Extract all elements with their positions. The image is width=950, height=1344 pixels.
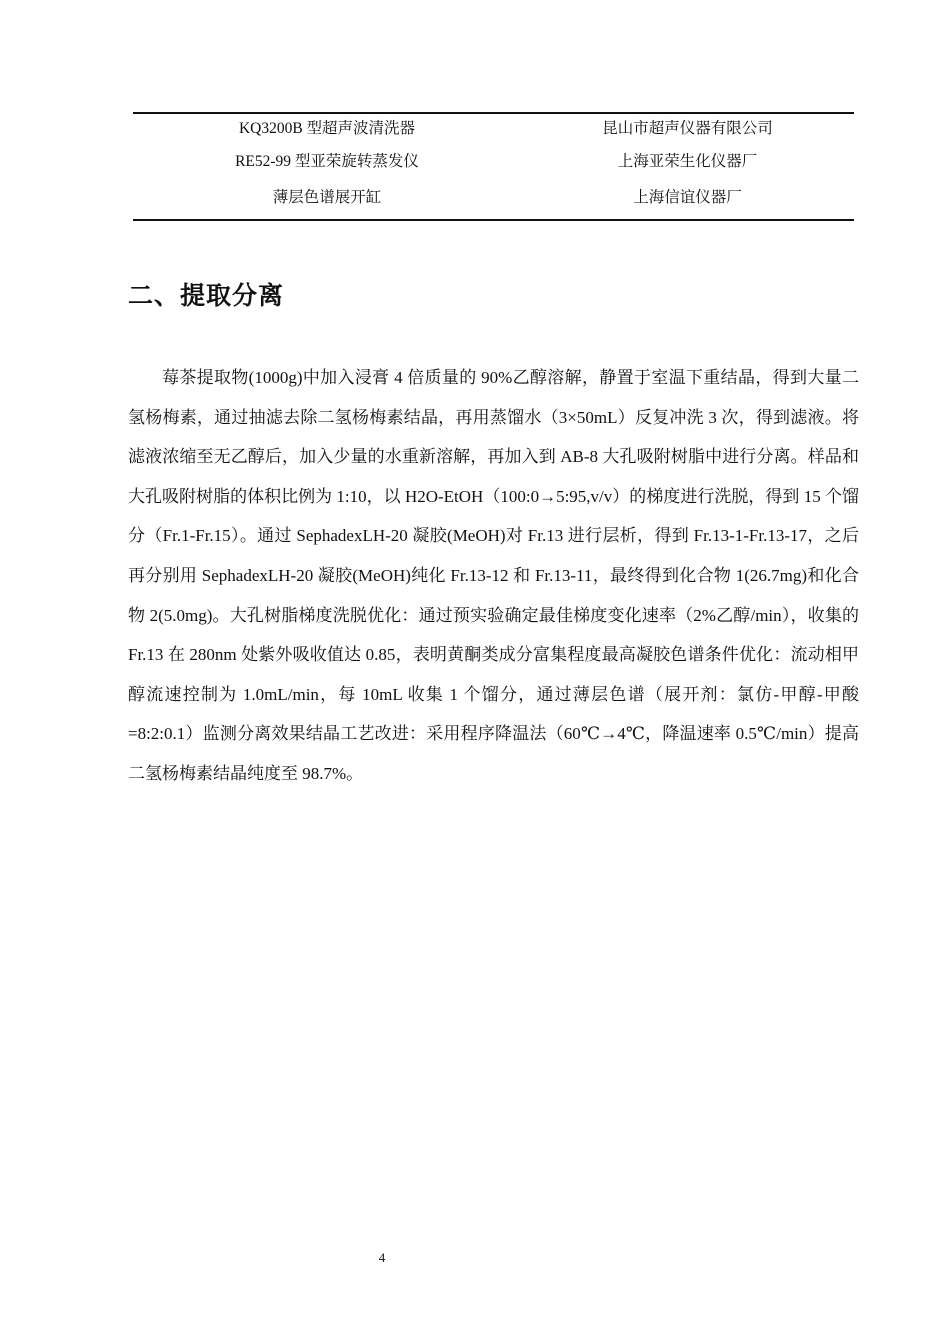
manufacturer-cell: 昆山市超声仪器有限公司 [602,120,773,137]
manufacturer-cell: 上海亚荣生化仪器厂 [617,152,758,170]
equipment-table [133,112,854,221]
instrument-cell: RE52-99 型亚荣旋转蒸发仪 [235,152,419,170]
manufacturer-cell: 上海信谊仪器厂 [633,189,742,206]
instrument-cell: KQ3200B 型超声波清洗器 [238,120,416,137]
body-paragraph: 莓茶提取物(1000g)中加入浸膏 4 倍质量的 90%乙醇溶解，静置于室温下重结晶，得到大量二氢杨梅素，通过抽滤去除二氢杨梅素结晶，再用蒸馏水（3×50mL）反复冲洗 3 次，得到滤液。将滤液浓缩至无乙醇后，加入少量的水重新溶解，再加入到 AB-8 大孔吸附树脂中进行分离。样品和大孔吸附树脂的体积比例为 1:10，以 H2O-EtOH（100:0→5:95,v/v）的梯度进行洗脱，得到 15 个馏分（Fr.1-Fr.15）。通过 SephadexLH-20 凝胶(MeOH)对 Fr.13 进行层析，得到 Fr.13-1-Fr.13-17，之后再分别用 SephadexLH-20 凝胶(MeOH)纯化 Fr.13-12 和 Fr.13-11，最终得到化合物 1(26.7mg)和化合物 2(5.0mg)。大孔树脂梯度洗脱优化：通过预实验确定最佳梯度变化速率（2%乙醇/min），收集的 Fr.13 在 280nm 处紫外吸收值达 0.85，表明黄酮类成分富集程度最高凝胶色谱条件优化：流动相甲醇流速控制为 1.0mL/min，每 10mL 收集 1 个馏分，通过薄层色谱（展开剂：氯仿-甲醇-甲酸=8:2:0.1）监测分离效果结晶工艺改进：采用程序降温法（60℃→4℃，降温速率 0.5℃/min）提高二氢杨梅素结晶纯度至 98.7%。 [128,368,859,783]
section-heading: 二、提取分离 [128,281,285,310]
page-number: 4 [378,1250,386,1265]
table-row [133,140,854,179]
table-row [133,179,854,220]
table-row [133,113,854,140]
instrument-cell: 薄层色谱展开缸 [272,189,382,206]
